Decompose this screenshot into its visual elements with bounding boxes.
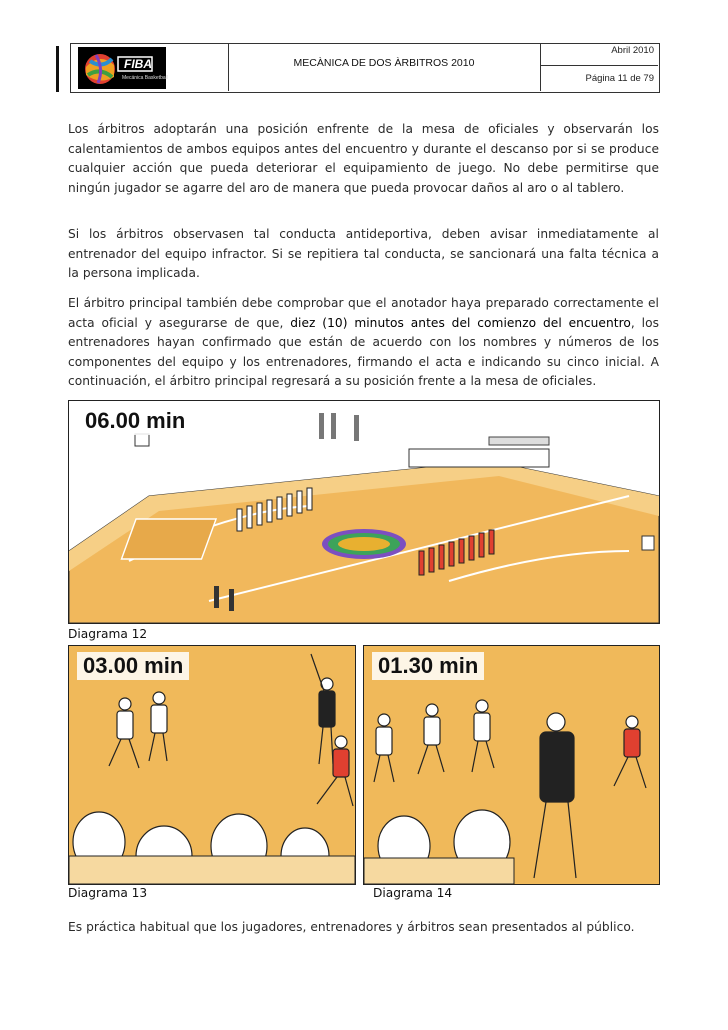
diagram-14-caption: Diagrama 14 — [373, 886, 453, 900]
paragraph-2: Si los árbitros observasen tal conducta antideportiva, deben avisar inmediatamente al entrenador del equipo infractor. Si se repitiera tal conducta, se sancionará una falta técnica a la persona implicada. — [68, 227, 659, 281]
paragraph-3-text-end: , los entrenadores hayan confirmado que están de acuerdo con los nombres y números de los componentes del equipo y los entrenadores, firmando el acta e indicando su cinco inicial. A continuación, el árbitro principal regresará a su posición frente a la mesa de oficiales. — [68, 315, 659, 389]
diagram-13-caption: Diagrama 13 — [68, 886, 148, 900]
diagram-13-image — [68, 645, 356, 885]
timer-label: 01.30 min — [372, 652, 484, 680]
paragraph-3 — [68, 294, 659, 392]
paragraph-1: Los árbitros adoptarán una posición enfrente de la mesa de oficiales y observarán los calentamientos de ambos equipos antes del encuentro y durante el descanso por si se produce cualquier acción que pueda deteriorar el equipamiento de juego. No debe permitirse que ningún jugador se agarre del aro de manera que pueda provocar daños al aro o al tablero. — [68, 122, 659, 195]
timer-label: 06.00 min — [79, 407, 191, 435]
timer-label: 03.00 min — [77, 652, 189, 680]
page-header — [70, 43, 660, 93]
header-divider — [540, 43, 541, 91]
logo-text: FIBA — [124, 57, 152, 71]
page-number: Página 11 de 79 — [585, 73, 654, 84]
header-left-bar — [56, 46, 59, 92]
paragraph-3-text: El árbitro principal también debe comprobar que el anotador haya preparado correctamente el acta oficial y asegurarse de que, — [68, 296, 659, 330]
logo-subtext: Mecánica Basketball — [122, 75, 168, 81]
fiba-logo — [78, 47, 166, 89]
highlighted-text: diez (10) minutos antes del comienzo del encuentro — [290, 315, 631, 330]
diagram-14-image — [363, 645, 660, 885]
document-title: MECÀNICA DE DOS ÀRBITROS 2010 — [293, 57, 475, 69]
header-divider — [540, 65, 658, 66]
document-date: Abril 2010 — [611, 45, 654, 56]
diagram-12-image — [68, 400, 660, 624]
paragraph-4: Es práctica habitual que los jugadores, entrenadores y árbitros sean presentados al público. — [68, 920, 635, 934]
header-divider — [228, 43, 229, 91]
diagram-12-caption: Diagrama 12 — [68, 627, 148, 641]
